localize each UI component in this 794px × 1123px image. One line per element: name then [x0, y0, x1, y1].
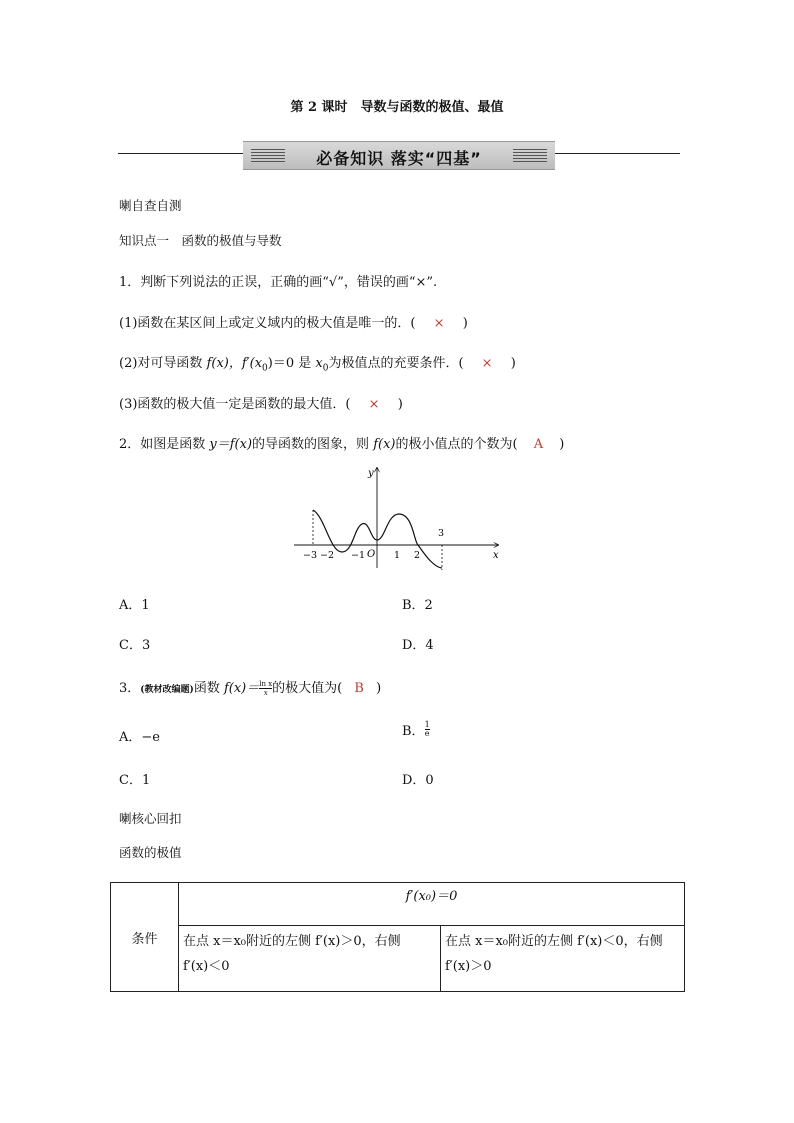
banner-title: 必备知识 落实“四基”	[316, 149, 482, 168]
q3-answer: B	[354, 681, 364, 696]
q1-item-2	[119, 352, 516, 374]
q2-option-b: B．2	[402, 598, 433, 613]
tick-neg1: −1	[351, 550, 366, 561]
extreme-value-table	[110, 882, 685, 992]
q1-item-1-close: )	[462, 316, 468, 331]
q1-item-2-close: )	[510, 356, 516, 371]
table-top-cell	[179, 883, 685, 926]
tick-2: 2	[414, 550, 421, 561]
q2-post: 的极小值点的个数为(	[395, 437, 518, 452]
q3-fx: f(x)＝	[223, 681, 260, 696]
q1-item-2-post: 为极值点的充要条件．(	[328, 356, 464, 371]
q1-item-2-fpx0: f′(x	[241, 356, 263, 371]
q1-item-2-pre: (2)对可导函数	[119, 356, 207, 371]
q1-item-2-sub: 0	[262, 363, 268, 374]
table-left-line2: f′(x)＜0	[183, 959, 230, 974]
q3-stem	[119, 677, 381, 697]
table-right-line1: 在点 x＝x₀附近的左侧 f′(x)＜0，右侧	[445, 934, 663, 949]
q2-y-eq: y＝f(x)	[209, 437, 253, 452]
q2-option-c: C．3	[119, 638, 151, 653]
q1-item-2-fx: f(x)，	[206, 356, 242, 371]
banner-rule-left	[118, 153, 243, 154]
q3-frac-den: x	[263, 689, 268, 697]
extreme-value-heading: 函数的极值	[119, 845, 182, 860]
table-right-line2: f′(x)＞0	[445, 959, 492, 974]
q3-option-b-label: B．	[402, 724, 425, 739]
q3-option-a: A．−e	[119, 730, 160, 745]
origin-label: O	[367, 549, 376, 560]
q1-item-1-answer: ×	[433, 316, 445, 331]
q1-item-1-text: (1)函数在某区间上或定义域内的极大值是唯一的．(	[119, 316, 416, 331]
table-right-cell	[441, 926, 685, 992]
q2-option-d: D．4	[402, 638, 434, 653]
table-left-line1: 在点 x＝x₀附近的左侧 f′(x)＞0，右侧	[183, 934, 401, 949]
q3-option-b	[402, 720, 430, 739]
y-axis-label: y	[368, 468, 374, 479]
q3-frac-num: ln x	[259, 680, 273, 688]
q1-item-2-answer: ×	[481, 356, 493, 371]
q1-item-3-close: )	[397, 397, 403, 412]
table-top-text: f′(x₀)＝0	[405, 889, 458, 904]
q1-item-2-x0: x	[315, 356, 323, 371]
q3-tag: (教材改编题)	[140, 685, 194, 695]
q1-stem: 1．判断下列说法的正误，正确的画“√”，错误的画“×”.	[119, 275, 438, 290]
q3-post: 的极大值为(	[272, 681, 343, 696]
q2-pre: 2．如图是函数	[119, 437, 210, 452]
q1-item-3-text: (3)函数的极大值一定是函数的最大值．(	[119, 397, 351, 412]
q3-option-c: C．1	[119, 773, 151, 788]
tick-1: 1	[394, 550, 401, 561]
lesson-title: 第 2 课时 导数与函数的极值、最值	[290, 100, 504, 115]
table-row-header: 条件	[111, 883, 179, 992]
core-review-heading: 喇核心回扣	[119, 811, 182, 826]
tick-neg3: −3	[303, 550, 318, 561]
q1-item-3	[119, 393, 403, 412]
q1-item-2-sub2: 0	[322, 363, 329, 374]
q3-num: 3．	[119, 681, 141, 696]
q2-answer: A	[533, 437, 544, 452]
q3-option-b-fraction	[425, 721, 430, 738]
knowledge-point-heading: 知识点一 函数的极值与导数	[119, 233, 282, 248]
q3-pre: 函数	[193, 681, 224, 696]
x-axis-label: x	[493, 550, 499, 561]
q3-option-b-den: e	[424, 729, 430, 738]
section-banner	[243, 141, 555, 170]
q2-fx: f(x)	[373, 437, 396, 452]
table-left-cell	[179, 926, 441, 992]
banner-rule-right	[555, 153, 680, 154]
q3-fraction	[259, 680, 272, 697]
q3-close: )	[376, 681, 382, 696]
tick-3: 3	[438, 528, 445, 539]
q2-stem	[119, 433, 564, 452]
q2-option-a: A．1	[119, 598, 150, 613]
q1-item-2-eq: )＝0 是	[267, 356, 316, 371]
derivative-graph	[290, 462, 510, 574]
q3-option-d: D．0	[402, 773, 434, 788]
q2-close: )	[559, 437, 565, 452]
tick-neg2: −2	[320, 550, 335, 561]
q1-item-3-answer: ×	[368, 397, 380, 412]
q3-option-b-num: 1	[424, 720, 430, 729]
self-check-heading: 喇自查自测	[119, 198, 182, 213]
q1-item-1	[119, 312, 468, 331]
q2-mid: 的导函数的图象，则	[252, 437, 374, 452]
